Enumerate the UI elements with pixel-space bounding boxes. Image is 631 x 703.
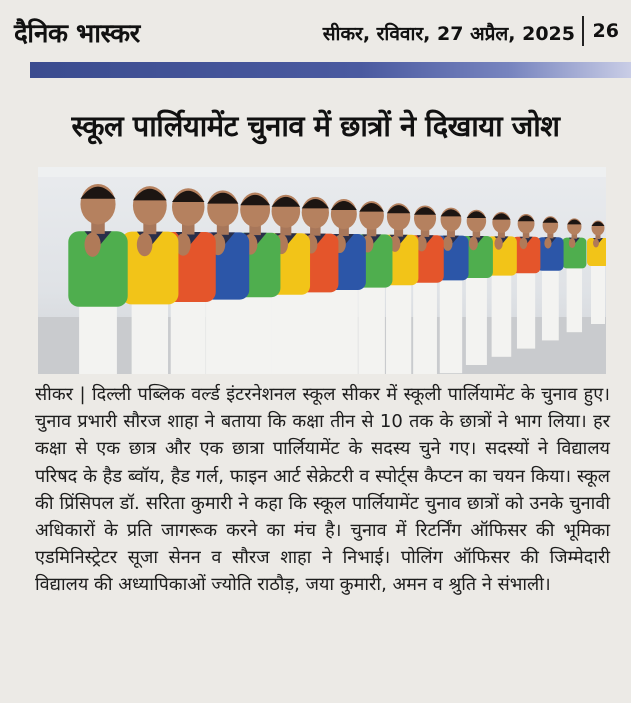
- students-photo-illustration: [38, 167, 606, 374]
- student-figure: [562, 218, 586, 332]
- dateline-divider: [582, 16, 584, 46]
- article-body: सीकर | दिल्ली पब्लिक वर्ल्ड इंटरनेशनल स्कूल सीकर में स्कूली पार्लियामेंट के चुनाव हुए। चुनाव प्रभारी सौरज शाहा ने बताया कि कक्षा तीन से 10 तक के छात्रों ने भाग लिया। हर कक्षा से एक छात्र और एक छात्रा पार्लियामेंट के सदस्य चुने गए। सदस्यों ने विद्यालय परिषद के हैड ब्वॉय, हैड गर्ल, फाइन आर्ट सेक्रेटरी व स्पोर्ट्स कैप्टन का चयन किया। स्कूल की प्रिंसिपल डॉ. सरिता कुमारी ने कहा कि स्कूल पार्लियामेंट चुनाव छात्रों को उनके चुनावी अधिकारों के प्रति जागरूक करने का मंच है। चुनाव में रिटर्निंग ऑफिसर की भूमिका एडमिनिस्ट्रेटर सूजा सेनन व सौरज शाहा ने निभाई। पोलिंग ऑफिसर की जिम्मेदारी विद्यालय की अध्यापिकाओं ज्योति राठौड़, जया कुमारी, अमन व श्रुति ने संभाली।: [35, 384, 610, 596]
- article-headline: स्कूल पार्लियामेंट चुनाव में छात्रों ने दिखाया जोश: [71, 109, 560, 143]
- section-stripe: [30, 62, 631, 78]
- newspaper-name: दैनिक भास्कर: [14, 19, 140, 49]
- dateline: सीकर, रविवार, 27 अप्रैल, 2025: [322, 23, 575, 45]
- page-number: 26: [592, 20, 619, 42]
- masthead: [0, 0, 631, 60]
- article-photo: [38, 167, 606, 374]
- student-figure: [587, 221, 606, 325]
